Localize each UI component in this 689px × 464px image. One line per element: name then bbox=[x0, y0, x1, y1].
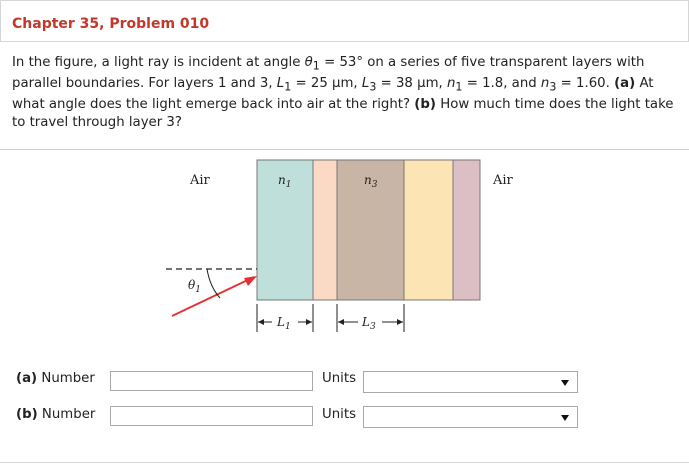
part-b-number-input[interactable] bbox=[110, 406, 313, 426]
part-b-tag: (b) bbox=[414, 97, 436, 113]
theta1-label: $\theta_1$ bbox=[188, 278, 201, 295]
ray-arrowhead bbox=[244, 276, 257, 286]
L3-arrowhead-right bbox=[397, 319, 403, 325]
L3-label: $L_3$ bbox=[362, 315, 376, 332]
part-b-units-label: Units bbox=[322, 407, 356, 422]
part-a-number-label: (a) Number bbox=[16, 371, 95, 386]
dropdown-arrow-icon bbox=[561, 415, 569, 421]
part-b-number-label: (b) Number bbox=[16, 407, 96, 422]
layers-figure bbox=[150, 152, 530, 342]
n1-label: $n_1$ bbox=[278, 173, 292, 190]
L1-label: $L_1$ bbox=[277, 315, 291, 332]
L3-arrowhead-left bbox=[338, 319, 344, 325]
part-a-units-select[interactable] bbox=[363, 371, 578, 393]
n3-label: $n_3$ bbox=[364, 173, 378, 190]
air-right-label: Air bbox=[493, 173, 513, 188]
divider bbox=[0, 149, 689, 150]
layer-2 bbox=[313, 160, 337, 300]
header-bar bbox=[0, 0, 689, 42]
L1-arrowhead-left bbox=[258, 319, 264, 325]
layer-4 bbox=[404, 160, 453, 300]
part-a-number-input[interactable] bbox=[110, 371, 313, 391]
incident-ray bbox=[172, 277, 254, 316]
L1-arrowhead-right bbox=[306, 319, 312, 325]
layer-5 bbox=[453, 160, 480, 300]
part-b-units-select[interactable] bbox=[363, 406, 578, 428]
part-a-units-label: Units bbox=[322, 371, 356, 386]
air-left-label: Air bbox=[190, 173, 210, 188]
dropdown-arrow-icon bbox=[561, 380, 569, 386]
problem-statement: In the figure, a light ray is incident at angle $\theta_1 = 53^\circ$ on a series of five transparent layers with parallel boundaries. For layers 1 and 3, $L_1 = 25$ μm, $L_3 = 38$ μm, $n_1 = 1.8$, and $n_3 = 1.60$. (a) At what angle does the light emerge back into air at the right? (b) How much time does the light take to travel through layer 3? bbox=[12, 55, 674, 130]
problem-title: Chapter 35, Problem 010 bbox=[12, 16, 210, 32]
part-a-tag: (a) bbox=[614, 76, 636, 92]
bottom-divider bbox=[0, 462, 689, 463]
